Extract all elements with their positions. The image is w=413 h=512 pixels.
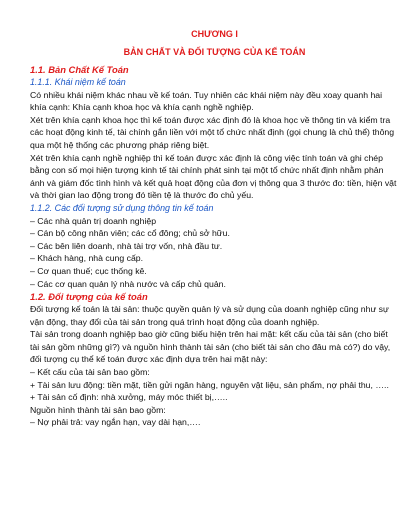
list-item: – Nợ phải trả: vay ngắn hạn, vay dài hạn,…. (30, 417, 201, 428)
subsection-heading-1-1-2: 1.1.2. Các đối tượng sử dụng thông tin kế toán (30, 202, 214, 213)
section-heading-1-2: 1.2. Đối tượng của kế toán (30, 291, 148, 303)
chapter-title: CHƯƠNG I (191, 29, 238, 39)
chapter-subtitle: BẢN CHẤT VÀ ĐỐI TƯỢNG CỦA KẾ TOÁN (123, 47, 306, 57)
subsection-heading-1-1-1: 1.1.1. Khái niệm kế toán (30, 77, 126, 87)
list-item: – Các nhà quản trị doanh nghiệp (30, 215, 157, 226)
paragraph: Đối tượng kế toán là tài sản: thuộc quyền quản lý và sử dụng của doanh nghiệp cũng như sự vận động, thay đổi của tài sản trong quá trình hoạt động của doanh nghiệp. (30, 304, 389, 327)
list-item: Nguồn hình thành tài sản bao gồm: (30, 404, 166, 415)
list-item: – Khách hàng, nhà cung cấp. (30, 253, 144, 264)
list-item: – Cán bộ công nhân viên; các cổ đông; chủ sở hữu. (30, 228, 230, 239)
paragraph: Tài sản trong doanh nghiệp bao giờ cũng biểu hiện trên hai mặt: kết cấu của tài sản (cho biết tài sản gồm những gì?) và nguồn hình thành tài sản (cho biết tài sản cho đâu mà có?) do vậy, đối tượng cụ thể kế toán được xác định dựa trên hai mặt này: (30, 329, 391, 365)
paragraph: Có nhiều khái niệm khác nhau về kế toán. Tuy nhiên các khái niệm này đều xoay quanh hai khía cạnh: Khía cạnh khoa học và khía cạnh nghề nghiệp. (30, 89, 383, 113)
list-item: + Tài sản cố định: nhà xưởng, máy móc thiết bị,….. (30, 392, 228, 403)
section-heading-1-1: 1.1. Bản Chất Kế Toán (30, 64, 129, 75)
paragraph: Xét trên khía cạnh nghề nghiệp thì kế toán được xác định là công việc tính toán và ghi chép bằng con số mọi hiện tượng kinh tế tài chính phát sinh tại một tổ chức nhất định nhằm phản ánh và giám đốc tình hình và kết quả hoạt động của đơn vị thông qua 3 thước đo: tiền, hiện vật và thời gian lao động trong đó tiền tệ là thước đo chủ yếu. (30, 152, 397, 201)
list-item: – Cơ quan thuế; cục thống kê. (30, 265, 147, 276)
list-item: – Kết cấu của tài sản bao gồm: (30, 367, 150, 378)
list-item: – Các bên liên doanh, nhà tài trợ vốn, nhà đầu tư. (30, 240, 223, 251)
paragraph: Xét trên khía cạnh khoa học thì kế toán được xác định đó là khoa học về thông tin và kiểm tra các hoạt động kinh tế, tài chính gắn liền với một tổ chức nhất định (gọi chung là chủ thể) thông qua một hệ thống các phương pháp riêng biệt. (30, 114, 395, 150)
list-item: – Các cơ quan quản lý nhà nước và cấp chủ quản. (30, 278, 226, 289)
list-item: + Tài sản lưu động: tiền mặt, tiền gửi ngân hàng, nguyên vật liệu, sản phẩm, nợ phải thu, ….. (30, 379, 389, 390)
